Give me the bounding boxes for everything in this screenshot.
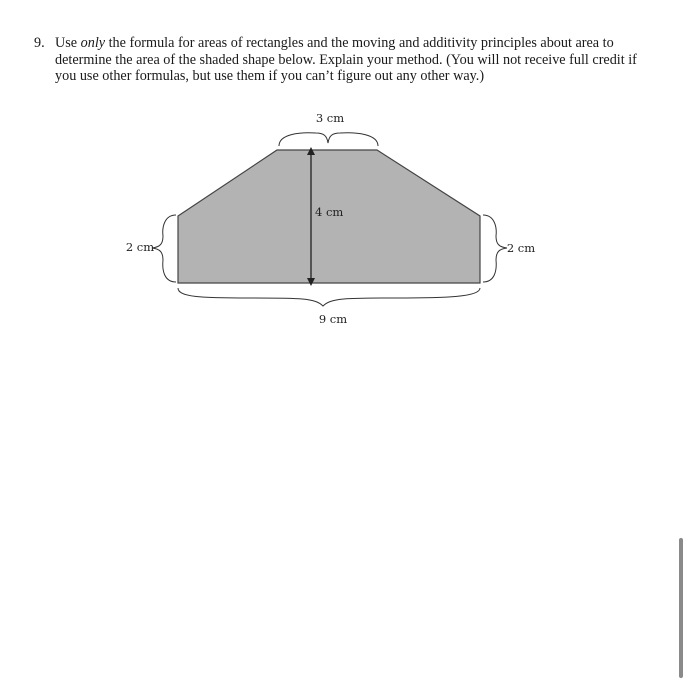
right-brace [483,215,507,282]
left-side-label: 2 cm [125,240,155,254]
top-length-label: 3 cm [315,111,345,125]
statement-part-1: Use [55,35,81,51]
vertical-scrollbar[interactable] [679,538,683,678]
problem-number: 9. [34,35,45,51]
bottom-length-label: 9 cm [318,312,348,326]
bottom-brace [178,288,480,306]
left-brace [152,215,176,282]
statement-emphasis: only [80,35,106,51]
right-side-label: 2 cm [506,241,536,255]
height-label: 4 cm [315,205,344,219]
top-brace [279,133,378,146]
statement-part-2: the formula for areas of rectangles and the moving and additivity principles about area to determine the area of the shaded shape below. Explain your method. (You will not receive full credit if you use other formulas, but use them if you can’t figure out any other way.) [55,35,637,84]
